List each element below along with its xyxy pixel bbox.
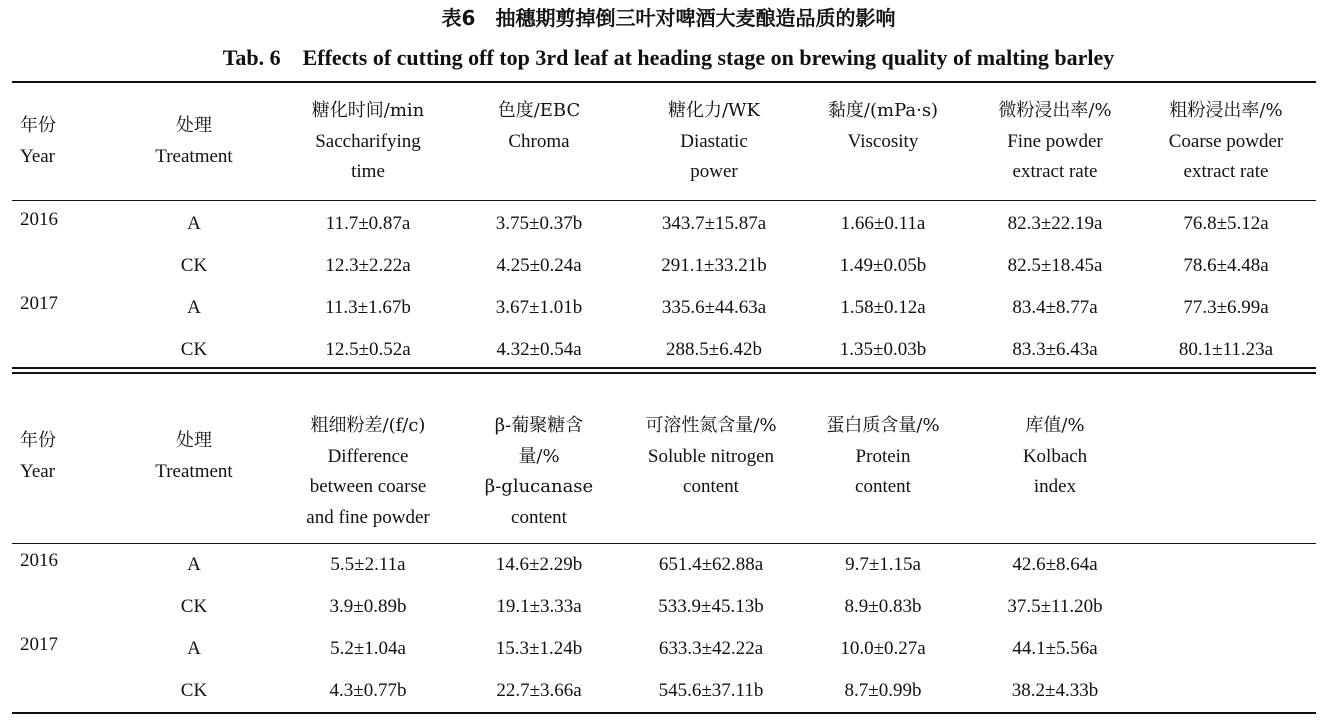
header-line: power (690, 161, 738, 182)
value-cell: 4.3±0.77b (329, 680, 407, 701)
header-line: 年份 (20, 115, 56, 136)
header-line: Viscosity (847, 130, 919, 152)
header-line: Coarse powder (1168, 130, 1284, 152)
header-line: Chroma (508, 130, 570, 152)
table-title-english: Tab. 6 Effects of cutting off top 3rd leaf at heading stage on brewing quality of malting barley (222, 45, 1115, 70)
header-line: Treatment (155, 460, 233, 482)
value-cell: 4.32±0.54a (496, 339, 582, 360)
value-cell: 82.5±18.45a (1007, 255, 1103, 276)
header-cell (20, 111, 56, 172)
header-line: content (855, 476, 911, 497)
value-cell: 77.3±6.99a (1183, 297, 1269, 318)
value-cell: 4.25±0.24a (496, 255, 582, 276)
value-cell: 3.9±0.89b (329, 596, 407, 617)
value-cell: 1.35±0.03b (839, 339, 927, 360)
treatment-cell: CK (180, 596, 208, 617)
header-line: Protein (855, 445, 911, 467)
header-cell (312, 96, 424, 188)
header-cell (826, 411, 939, 503)
header-line: time (351, 161, 385, 182)
header-line: 糖化力/WK (667, 100, 761, 121)
header-rule-upper (12, 200, 1316, 201)
header-cell (828, 96, 938, 157)
header-cell (998, 96, 1111, 188)
header-line: Soluble nitrogen (647, 445, 775, 467)
value-cell: 22.7±3.66a (496, 680, 582, 701)
header-line: 粗细粉差/(f/c) (310, 415, 426, 436)
header-line: 处理 (176, 115, 212, 136)
year-cell: 2016 (20, 209, 58, 230)
header-rule-lower (12, 543, 1316, 544)
value-cell: 42.6±8.64a (1012, 554, 1098, 575)
header-line: β-葡聚糖含 (494, 415, 584, 436)
header-line: 量/% (518, 445, 560, 467)
value-cell: 9.7±1.15a (845, 554, 921, 575)
header-cell (1023, 411, 1087, 503)
header-line: 可溶性氮含量/% (645, 415, 777, 436)
header-line: and fine powder (306, 506, 430, 528)
value-cell: 10.0±0.27a (840, 638, 926, 659)
header-line: Diastatic (680, 130, 748, 152)
value-cell: 1.66±0.11a (840, 213, 926, 234)
header-line: 处理 (176, 430, 212, 451)
value-cell: 19.1±3.33a (496, 596, 582, 617)
value-cell: 82.3±22.19a (1007, 213, 1103, 234)
header-line: 微粉浸出率/% (998, 100, 1112, 121)
header-cell (155, 426, 232, 487)
value-cell: 11.3±1.67b (325, 297, 411, 318)
header-line: Kolbach (1022, 445, 1088, 467)
treatment-cell: CK (180, 339, 208, 360)
header-line: 色度/EBC (497, 100, 581, 121)
top-rule (12, 81, 1316, 83)
value-cell: 83.4±8.77a (1012, 297, 1098, 318)
separator-double-rule-2 (12, 372, 1316, 374)
value-cell: 37.5±11.20b (1007, 596, 1103, 617)
header-cell (306, 411, 429, 533)
header-cell (485, 411, 593, 533)
value-cell: 651.4±62.88a (658, 554, 764, 575)
value-cell: 83.3±6.43a (1012, 339, 1098, 360)
header-line: 糖化时间/min (311, 100, 425, 121)
header-line: Treatment (155, 145, 233, 167)
value-cell: 12.5±0.52a (325, 339, 411, 360)
header-line: 库值/% (1025, 415, 1085, 436)
year-cell: 2017 (20, 634, 58, 655)
treatment-cell: A (187, 297, 201, 318)
value-cell: 545.6±37.11b (658, 680, 764, 701)
value-cell: 44.1±5.56a (1012, 638, 1098, 659)
header-line: content (683, 476, 739, 497)
header-cell (155, 111, 232, 172)
header-line: Difference (327, 445, 409, 467)
value-cell: 1.49±0.05b (839, 255, 927, 276)
value-cell: 80.1±11.23a (1178, 339, 1274, 360)
header-line: Year (20, 145, 56, 167)
value-cell: 8.7±0.99b (844, 680, 922, 701)
value-cell: 3.75±0.37b (495, 213, 583, 234)
value-cell: 335.6±44.63a (661, 297, 767, 318)
year-cell: 2016 (20, 550, 58, 571)
header-line: index (1033, 476, 1077, 497)
value-cell: 76.8±5.12a (1183, 213, 1269, 234)
header-line: 蛋白质含量/% (826, 415, 940, 436)
value-cell: 5.2±1.04a (330, 638, 406, 659)
header-line: between coarse (309, 476, 427, 497)
header-cell (1169, 96, 1284, 188)
value-cell: 14.6±2.29b (495, 554, 583, 575)
value-cell: 343.7±15.87a (661, 213, 767, 234)
value-cell: 291.1±33.21b (661, 255, 767, 276)
header-line: 黏度/(mPa·s) (827, 100, 939, 121)
year-cell: 2017 (20, 293, 58, 314)
header-line: 年份 (20, 430, 56, 451)
value-cell: 12.3±2.22a (325, 255, 411, 276)
header-cell (668, 96, 760, 188)
header-cell (20, 426, 56, 487)
value-cell: 3.67±1.01b (495, 297, 583, 318)
value-cell: 288.5±6.42b (666, 339, 762, 360)
value-cell: 15.3±1.24b (495, 638, 583, 659)
header-line: Year (20, 460, 56, 482)
header-line: extract rate (1012, 161, 1098, 182)
value-cell: 8.9±0.83b (844, 596, 922, 617)
value-cell: 1.58±0.12a (840, 297, 926, 318)
value-cell: 533.9±45.13b (658, 596, 764, 617)
table-title-chinese: 表6 抽穗期剪掉倒三叶对啤酒大麦酿造品质的影响 (441, 6, 896, 30)
treatment-cell: A (187, 638, 201, 659)
header-line: extract rate (1183, 161, 1269, 182)
treatment-cell: CK (180, 255, 208, 276)
value-cell: 38.2±4.33b (1011, 680, 1099, 701)
separator-double-rule-1 (12, 367, 1316, 369)
header-line: Saccharifying (315, 130, 421, 152)
header-cell (645, 411, 776, 503)
value-cell: 11.7±0.87a (325, 213, 411, 234)
header-line: Fine powder (1007, 130, 1103, 152)
treatment-cell: CK (180, 680, 208, 701)
header-line: content (511, 506, 567, 528)
header-line: β-glucanase (484, 476, 594, 497)
treatment-cell: A (187, 213, 201, 234)
header-line: 粗粉浸出率/% (1169, 100, 1283, 121)
header-cell (498, 96, 581, 157)
value-cell: 5.5±2.11a (330, 554, 406, 575)
bottom-rule (12, 712, 1316, 714)
treatment-cell: A (187, 554, 201, 575)
value-cell: 78.6±4.48a (1183, 255, 1269, 276)
value-cell: 633.3±42.22a (658, 638, 764, 659)
